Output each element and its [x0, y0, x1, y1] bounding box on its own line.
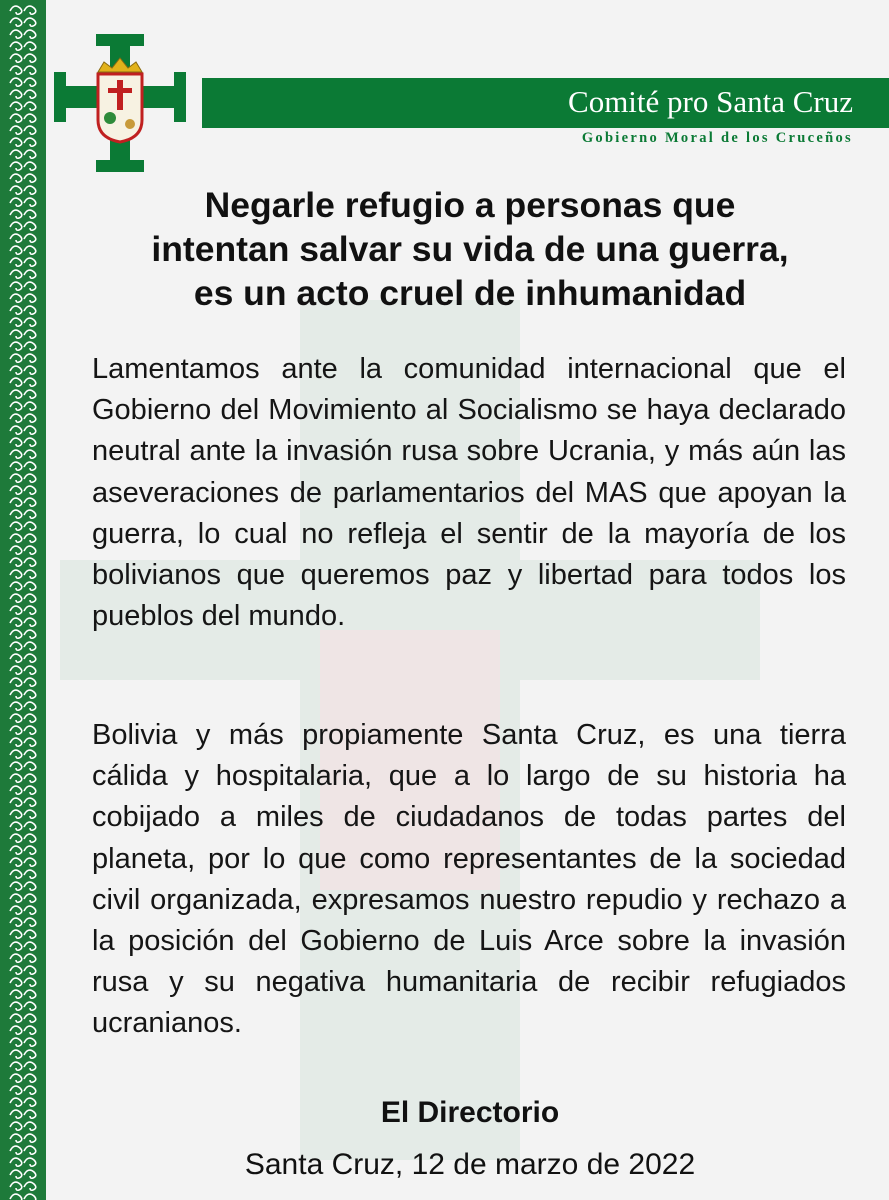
coat-of-arms-logo	[54, 34, 186, 172]
signature: El Directorio	[380, 1096, 560, 1129]
spiral-pattern	[0, 0, 46, 1200]
statement-paragraph-2: Bolivia y más propiamente Santa Cruz, es una tierra cálida y hospitalaria, que a lo largo de su historia ha cobijado a miles de ciudadanos de todas partes del planeta, por lo que como representantes de la sociedad civil organizada, expresamos nuestro repudio y rechazo a la posición del Gobierno de Luis Arce sobre la invasión rusa y su negativa humanitaria de recibir refugiados ucranianos.	[92, 719, 846, 1040]
headline-line: Negarle refugio a personas que	[204, 185, 736, 225]
organization-name: Comité pro Santa Cruz	[568, 84, 853, 119]
organization-tagline: Gobierno Moral de los Cruceños	[581, 130, 853, 146]
headline-line: intentan salvar su vida de una guerra,	[151, 229, 789, 269]
date-line: Santa Cruz, 12 de marzo de 2022	[244, 1148, 696, 1181]
headline-line: es un acto cruel de inhumanidad	[193, 273, 747, 313]
header-banner	[202, 78, 889, 128]
statement-headline	[70, 183, 870, 315]
statement-paragraph-1: Lamentamos ante la comunidad internacional que el Gobierno del Movimiento al Socialismo se haya declarado neutral ante la invasión rusa sobre Ucrania, y más aún las aseveraciones de parlamentarios del MAS que apoyan la guerra, lo cual no refleja el sentir de la mayoría de los bolivianos que queremos paz y libertad para todos los pueblos del mundo.	[92, 353, 846, 633]
decorative-border	[0, 0, 46, 1200]
